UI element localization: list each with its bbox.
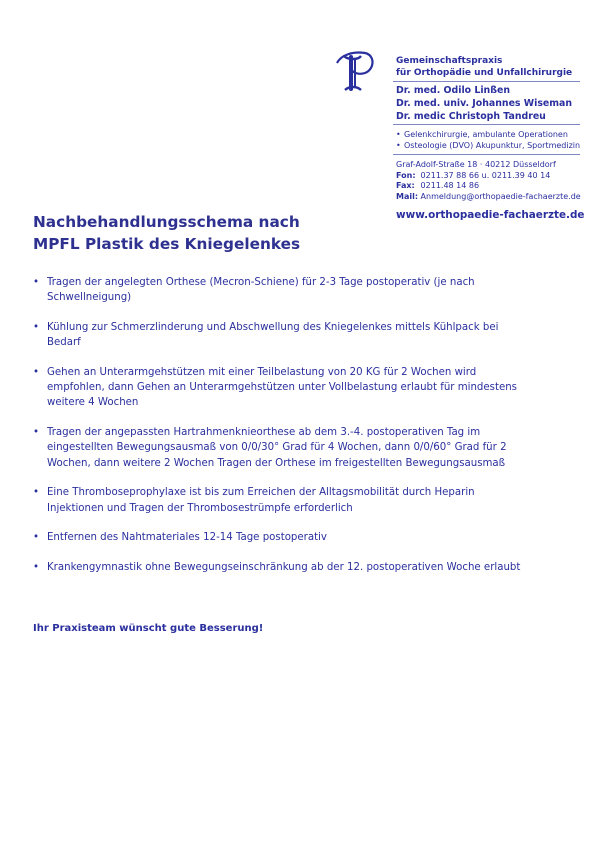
list-item-line: Krankengymnastik ohne Bewegungseinschränkung ab der 12. postoperativen Woche erlaubt xyxy=(47,562,521,574)
mail-row xyxy=(396,192,581,203)
mail-address-link[interactable]: Anmeldung@orthopaedie-fachaerzte.de xyxy=(420,191,581,201)
instructions-list xyxy=(33,275,548,590)
list-item-line: Eine Thromboseprophylaxe ist bis zum Erreichen der Alltagsmobilität durch Heparin xyxy=(47,487,475,499)
document-title xyxy=(33,211,300,255)
address: Graf-Adolf-Straße 18 · 40212 Düsseldorf xyxy=(396,160,556,169)
contact-block xyxy=(396,160,581,202)
fax-row xyxy=(396,181,581,192)
doctor-name: Dr. medic Christoph Tandreu xyxy=(396,111,546,122)
mail-label: Mail: xyxy=(396,191,419,201)
practice-name-line: Gemeinschaftspraxis xyxy=(396,56,503,66)
list-item-line: Wochen, dann weitere 2 Wochen Tragen der Orthese im freigestellten Bewegungsausmaß xyxy=(47,457,506,469)
list-item-line: Kühlung zur Schmerzlinderung und Abschwellung des Kniegelenkes mittels Kühlpack bei xyxy=(47,322,499,333)
list-item xyxy=(33,320,548,350)
bullet-icon: • xyxy=(33,487,40,499)
list-item-line: eingestellten Bewegungsausmaß von 0/0/30° Grad für 4 Wochen, dann 0/0/60° Grad für 2 xyxy=(47,442,507,454)
bullet-icon: • xyxy=(33,322,40,333)
closing-greeting: Ihr Praxisteam wünscht gute Besserung! xyxy=(33,623,264,634)
doctor-name: Dr. med. univ. Johannes Wiseman xyxy=(396,98,573,109)
list-item xyxy=(33,485,548,515)
website-link[interactable]: www.orthopaedie-fachaerzte.de xyxy=(396,209,585,221)
fax-label: Fax: xyxy=(396,181,415,191)
header-divider xyxy=(393,154,580,155)
list-item xyxy=(33,425,548,471)
list-item xyxy=(33,560,548,575)
phone-row xyxy=(396,171,581,182)
list-item-line: empfohlen, dann Gehen an Unterarmgehstützen unter Vollbelastung erlaubt für mindestens xyxy=(47,382,517,394)
title-line: Nachbehandlungsschema nach xyxy=(33,213,300,231)
fax-number: 0211.48 14 86 xyxy=(420,181,480,191)
practice-logo-icon xyxy=(333,49,377,95)
list-item-line: weitere 4 Wochen xyxy=(47,397,139,409)
practice-name xyxy=(396,55,572,79)
doctor-name: Dr. med. Odilo Linßen xyxy=(396,85,511,96)
header-divider xyxy=(393,81,580,82)
practice-name-line: für Orthopädie und Unfallchirurgie xyxy=(396,68,573,78)
list-item-line: Entfernen des Nahtmateriales 12-14 Tage postoperativ xyxy=(47,532,327,544)
bullet-icon: • xyxy=(33,562,40,574)
list-item-line: Bedarf xyxy=(47,337,81,349)
header-divider xyxy=(393,124,580,125)
list-item-line: Tragen der angepassten Hartrahmenknieorthese ab dem 3.-4. postoperativen Tag im xyxy=(47,427,481,439)
list-item-line: Gehen an Unterarmgehstützen mit einer Teilbelastung von 20 KG für 2 Wochen wird xyxy=(47,367,477,378)
bullet-icon: • xyxy=(33,277,40,288)
specialty-item: • Gelenkchirurgie, ambulante Operationen xyxy=(396,129,580,140)
list-item-line: Schwellneigung) xyxy=(47,292,132,304)
specialties-list xyxy=(396,129,580,151)
phone-label: Fon: xyxy=(396,170,416,180)
list-item xyxy=(33,365,548,411)
phone-number[interactable]: 0211.37 88 66 u. 0211.39 40 14 xyxy=(420,170,551,180)
bullet-icon: • xyxy=(33,427,40,439)
bullet-icon: • xyxy=(33,367,40,378)
title-line: MPFL Plastik des Kniegelenkes xyxy=(33,235,301,253)
list-item-line: Tragen der angelegten Orthese (Mecron-Schiene) für 2-3 Tage postoperativ (je nach xyxy=(47,277,475,288)
doctors-list xyxy=(396,84,572,123)
specialty-item: • Osteologie (DVO) Akupunktur, Sportmedizin xyxy=(396,140,580,151)
list-item xyxy=(33,530,548,545)
list-item xyxy=(33,275,548,305)
list-item-line: Injektionen und Tragen der Thrombosestrümpfe erforderlich xyxy=(47,502,353,514)
bullet-icon: • xyxy=(33,532,40,544)
